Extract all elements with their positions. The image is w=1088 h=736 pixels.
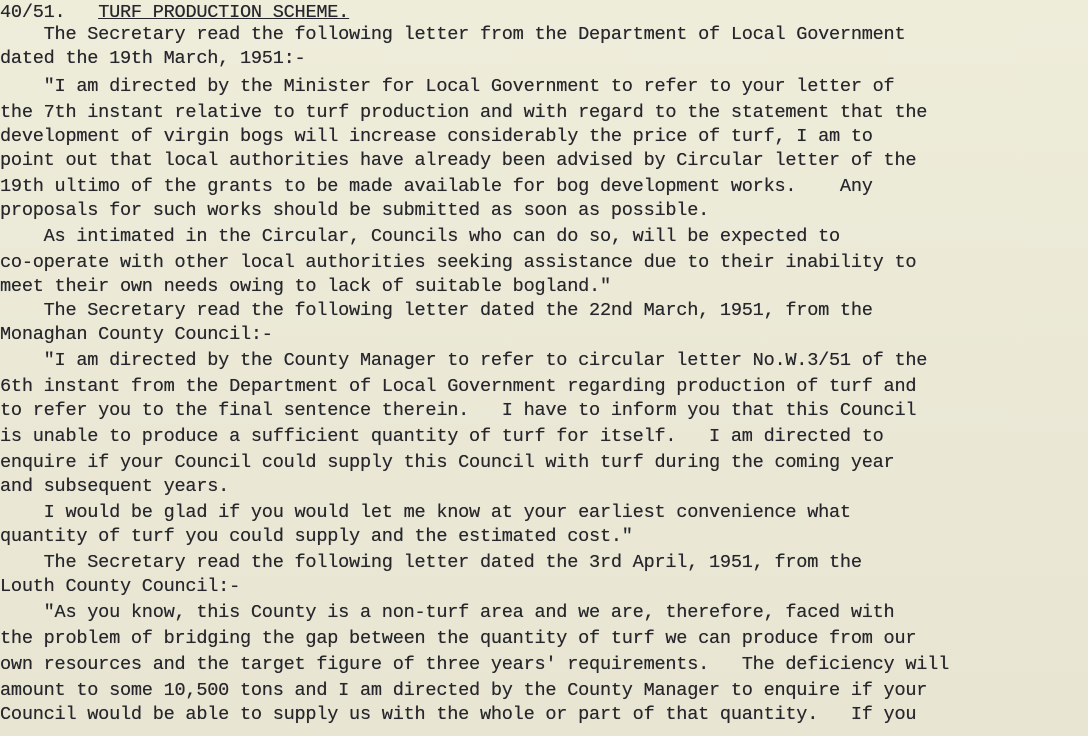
text-line: own resources and the target figure of three years' requirements. The deficiency will [0,654,950,675]
text-line: development of virgin bogs will increase considerably the price of turf, I am to [0,126,873,147]
text-line: point out that local authorities have already been advised by Circular letter of the [0,150,917,171]
text-line: to refer you to the final sentence therein. I have to inform you that this Council [0,400,917,421]
text-line: 6th instant from the Department of Local Government regarding production of turf and [0,376,917,397]
text-line: Council would be able to supply us with the whole or part of that quantity. If you [0,704,917,725]
text-line: The Secretary read the following letter dated the 22nd March, 1951, from the [0,300,873,321]
text-line: meet their own needs owing to lack of suitable bogland." [0,276,611,297]
text-line: the problem of bridging the gap between the quantity of turf we can produce from our [0,628,917,649]
minute-number: 40/51. [0,2,66,23]
minute-heading: TURF PRODUCTION SCHEME. [98,2,350,23]
text-line: As intimated in the Circular, Councils who can do so, will be expected to [0,226,840,247]
text-line: 19th ultimo of the grants to be made available for bog development works. Any [0,176,873,197]
text-line: is unable to produce a sufficient quantity of turf for itself. I am directed to [0,426,884,447]
text-line: The Secretary read the following letter dated the 3rd April, 1951, from the [0,552,862,573]
text-line: Louth County Council:- [0,576,240,597]
text-line: dated the 19th March, 1951:- [0,48,306,69]
text-line: I would be glad if you would let me know at your earliest convenience what [0,502,851,523]
text-line: Monaghan County Council:- [0,324,273,345]
text-line: amount to some 10,500 tons and I am directed by the County Manager to enquire if your [0,680,928,701]
text-line: enquire if your Council could supply this Council with turf during the coming year [0,452,895,473]
text-line: "As you know, this County is a non-turf area and we are, therefore, faced with [0,602,895,623]
text-line: co-operate with other local authorities seeking assistance due to their inability to [0,252,917,273]
text-line: "I am directed by the County Manager to refer to circular letter No.W.3/51 of the [0,350,928,371]
text-line: quantity of turf you could supply and the estimated cost." [0,526,633,547]
text-line: proposals for such works should be submitted as soon as possible. [0,200,710,221]
text-line: and subsequent years. [0,476,230,497]
text-line: "I am directed by the Minister for Local Government to refer to your letter of [0,76,895,97]
text-line: The Secretary read the following letter from the Department of Local Government [0,24,906,45]
text-line: the 7th instant relative to turf production and with regard to the statement that the [0,102,928,123]
